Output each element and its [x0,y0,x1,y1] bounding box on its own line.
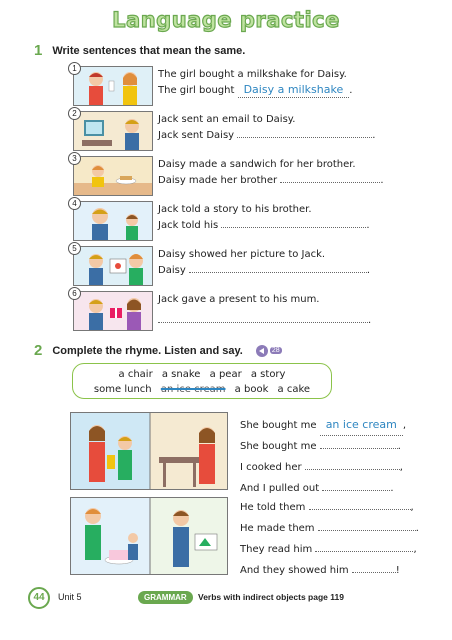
original-sentence: Jack told a story to his brother. [158,204,312,215]
illustration-present [73,291,153,331]
exercise-item [68,156,428,200]
track-number: 28 [271,347,280,354]
illustration-sandwich [73,156,153,196]
item-number: 1 [68,62,81,75]
sentence-pair [158,292,371,328]
page-title: Language practice [112,8,340,32]
answer-field[interactable] [221,217,366,228]
rhyme-prefix: He told them [240,502,306,513]
answer-field[interactable] [158,312,368,323]
rhyme-suffix: , [402,420,407,431]
original-sentence: Jack sent an email to Daisy. [158,114,296,125]
item-number: 4 [68,197,81,210]
exercise-instruction: Write sentences that mean the same. [52,44,246,57]
rewrite-prefix: Daisy [158,265,186,276]
rhyme-suffix: . [397,441,401,452]
word-option: a story [250,369,286,380]
original-sentence: Daisy made a sandwich for her brother. [158,159,356,170]
rewrite-suffix: . [372,130,376,141]
rhyme-prefix: And they showed him [240,565,349,576]
page-number: 44 [28,587,50,609]
answer-field[interactable] [305,459,400,470]
item-number: 5 [68,242,81,255]
exercise-number: 1 [34,42,43,59]
sentence-pair [158,157,384,188]
item-number: 6 [68,287,81,300]
item-number: 2 [68,107,81,120]
word-option: a pear [209,369,242,380]
rewrite-suffix: . [366,265,371,276]
exercise-item [68,111,428,155]
grammar-badge: GRAMMAR [138,591,193,604]
answer-field[interactable] [352,562,396,573]
illustration-shopping [70,412,228,490]
rhyme-suffix: , [410,502,414,513]
illustration-story [73,201,153,241]
exercise-item [68,201,428,245]
grammar-reference[interactable]: Verbs with indirect objects page 119 [198,592,344,602]
word-option: a book [234,384,269,395]
illustration-picture [73,246,153,286]
unit-label: Unit 5 [58,592,82,602]
rhyme-block [240,414,406,499]
rhyme-prefix: They read him [240,544,313,555]
answer-field[interactable] [318,520,416,531]
rewrite-prefix: Daisy made her brother [158,175,278,186]
rewrite-prefix: Jack sent Daisy [158,130,235,141]
rhyme-suffix: , [413,544,417,555]
answer-field[interactable] [280,172,380,183]
rhyme-prefix: She bought me [240,441,317,452]
answer-field[interactable] [237,127,372,138]
original-sentence: Jack gave a present to his mum. [158,294,320,305]
answer-field[interactable]: an ice cream [320,414,403,436]
answer-field[interactable] [309,499,411,510]
answer-field[interactable] [189,262,367,273]
rewrite-suffix: . [366,220,370,231]
rhyme-prefix: And I pulled out [240,483,320,494]
rhyme-prefix: I cooked her [240,462,302,473]
original-sentence: The girl bought a milkshake for Daisy. [158,69,347,80]
word-box [72,363,332,399]
rhyme-prefix: He made them [240,523,315,534]
page-footer [10,587,442,609]
exercise-1-header [34,42,245,59]
exercise-instruction: Complete the rhyme. Listen and say. [52,344,243,357]
rhyme-suffix: ! [395,565,400,576]
illustration-milkshake [73,66,153,106]
exercise-item [68,246,428,290]
rewrite-suffix: . [380,175,384,186]
speaker-icon [256,345,268,357]
word-option: a chair [118,369,153,380]
answer-field[interactable]: Daisy a milkshake [238,82,350,98]
answer-field[interactable] [315,541,413,552]
sentence-pair [158,67,352,98]
exercise-item [68,291,428,335]
audio-track-icon[interactable] [256,345,282,357]
exercise-item [68,66,428,110]
rhyme-suffix: . [390,483,394,494]
answer-field[interactable] [320,438,398,449]
exercise-number: 2 [34,342,43,359]
illustration-party [70,497,228,575]
rewrite-suffix: . [368,315,372,326]
rhyme-block [240,497,419,581]
word-option-used: an ice cream [160,384,226,395]
rewrite-prefix: Jack told his [158,220,219,231]
original-sentence: Daisy showed her picture to Jack. [158,249,326,260]
sentence-pair [158,247,370,278]
illustration-email [73,111,153,151]
item-number: 3 [68,152,81,165]
rhyme-suffix: . [415,523,419,534]
word-option: some lunch [93,384,152,395]
sentence-pair [158,202,370,233]
sentence-pair [158,112,375,143]
rewrite-prefix: The girl bought [158,85,235,96]
rhyme-prefix: She bought me [240,420,317,431]
word-option: a snake [161,369,201,380]
answer-field[interactable] [322,480,390,491]
exercise-2-header [34,342,282,359]
word-option: a cake [277,384,311,395]
rhyme-suffix: , [399,462,403,473]
rewrite-suffix: . [349,85,353,96]
